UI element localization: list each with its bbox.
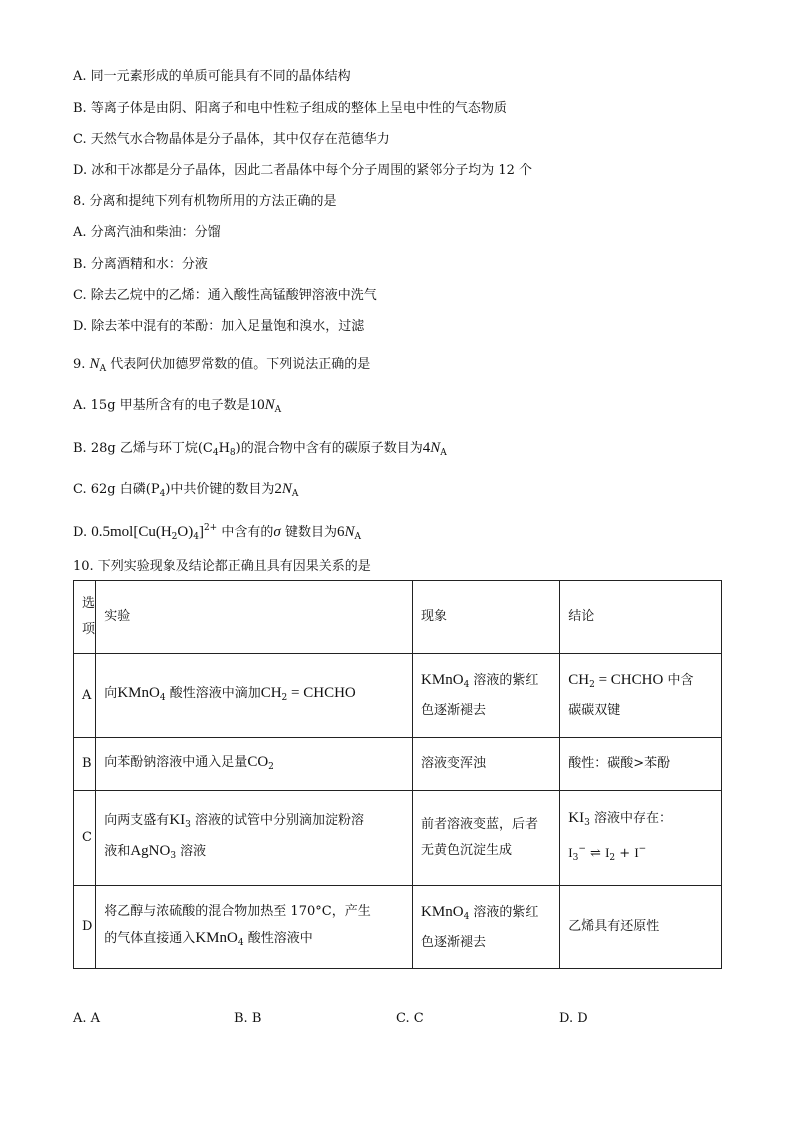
row-a-phe-2: 色逐渐褪去 <box>421 703 487 718</box>
table-row <box>74 654 722 738</box>
q9-c-sub: 4 <box>159 489 166 499</box>
row-b-experiment <box>96 738 413 791</box>
q9-c-text: C. 62g 白磷(P <box>73 482 160 497</box>
eq-i3: I <box>634 845 639 860</box>
q9-stem-text: 代表阿伏加德罗常数的值。下列说法正确的是 <box>110 357 371 372</box>
row-a-exp-sub2: 2 <box>281 693 288 703</box>
q9-d-coef: 6 <box>336 524 345 540</box>
row-a-con-rest: = CHCHO <box>594 672 664 688</box>
row-d-exp-3: 酸性溶液中 <box>243 930 313 946</box>
row-a-phenomenon <box>413 654 560 738</box>
header-option: 选项 <box>74 581 96 654</box>
q7-option-d: D. 冰和干冰都是分子晶体，因此二者晶体中每个分子周围的紧邻分子均为 12 个 <box>73 163 533 178</box>
row-c-experiment <box>96 791 413 886</box>
row-a-conclusion <box>560 654 722 738</box>
eq-plus: + <box>615 846 635 861</box>
row-d-exp-kmno: KMnO <box>195 929 238 946</box>
eq-i: I <box>568 845 573 860</box>
na-symbol: N <box>89 356 100 372</box>
answer-choice-d: D. D <box>559 1011 588 1026</box>
row-d-exp-sub4: 4 <box>237 937 244 948</box>
row-c-exp-2: 溶液的试管中分别滴加淀粉溶 <box>190 813 365 828</box>
row-a-experiment <box>96 654 413 738</box>
eq-sub2: 2 <box>609 853 616 863</box>
row-a-phe-sub4: 4 <box>463 680 470 690</box>
row-a-phe-1: 溶液的紫红 <box>469 673 539 688</box>
q9-d-o: O) <box>177 524 194 540</box>
row-d-conclusion: 乙烯具有还原性 <box>560 886 722 969</box>
q9-d-sub-4: 4 <box>193 532 199 542</box>
q8-option-a: A. 分离汽油和柴油：分馏 <box>73 225 221 240</box>
row-a-option: A <box>74 654 96 738</box>
q8-option-c: C. 除去乙烷中的乙烯：通入酸性高锰酸钾溶液中洗气 <box>73 288 377 303</box>
q8-option-b: B. 分离酒精和水：分液 <box>73 257 208 272</box>
row-c-exp-1: 向两支盛有 <box>104 813 170 828</box>
q9-d-label: D. <box>73 525 88 540</box>
experiment-table <box>73 580 722 969</box>
q9-b-coef: 4 <box>422 440 431 456</box>
row-c-con-ki: KI <box>568 810 585 826</box>
q9-d-sub-h: 2 <box>171 532 178 542</box>
row-c-exp-agno: AgNO <box>130 843 171 859</box>
q8-stem: 8. 分离和提纯下列有机物所用的方法正确的是 <box>73 194 337 209</box>
row-c-conclusion <box>560 791 722 886</box>
row-c-exp-sub3b: 3 <box>170 851 177 861</box>
q9-b-mid: H <box>218 441 230 456</box>
row-d-phe-1: 溶液的紫红 <box>469 904 539 920</box>
row-a-exp-1: 向 <box>104 686 118 701</box>
answer-choice-a: A. A <box>73 1011 101 1026</box>
row-a-exp-kmno: KMnO <box>117 685 160 701</box>
row-c-option: C <box>74 791 96 886</box>
q7-option-c: C. 天然气水合物晶体是分子晶体，其中仅存在范德华力 <box>73 132 390 147</box>
row-a-phe-kmno: KMnO <box>421 672 464 688</box>
table-header-row <box>74 581 722 654</box>
table-row <box>74 791 722 886</box>
q7-option-a: A. 同一元素形成的单质可能具有不同的晶体结构 <box>73 69 351 84</box>
row-c-con-1: 溶液中存在： <box>589 811 672 826</box>
table-row <box>74 738 722 791</box>
q9-a-text: A. 15g 甲基所含有的电子数是 <box>73 398 250 413</box>
row-c-phe-1: 前者溶液变蓝，后者 <box>421 817 539 832</box>
q9-b-na: N <box>430 440 441 456</box>
row-a-exp-rest: = CHCHO <box>287 685 356 701</box>
q9-b-na-sub: A <box>440 448 447 458</box>
row-b-option: B <box>74 738 96 791</box>
eq-sup: − <box>578 844 586 854</box>
q9-a-na: N <box>264 397 275 413</box>
q9-b-sub2: 8 <box>229 448 236 458</box>
row-c-exp-sub3: 3 <box>185 820 191 830</box>
row-b-exp-1: 向苯酚钠溶液中通入足量 <box>104 754 248 770</box>
answer-choice-c: C. C <box>396 1011 424 1026</box>
row-c-exp-ki: KI <box>169 812 186 828</box>
q9-c-na-sub: A <box>291 489 299 499</box>
row-d-option: D <box>74 886 96 969</box>
row-a-exp-2: 酸性溶液中滴加 <box>165 686 261 701</box>
row-a-exp-sub4: 4 <box>159 693 166 703</box>
row-d-phe-kmno: KMnO <box>421 903 464 920</box>
q9-option-d <box>73 520 361 545</box>
row-c-phenomenon <box>413 791 560 886</box>
q9-stem <box>73 356 370 377</box>
na-subscript: A <box>99 364 107 374</box>
q9-d-complex-open: [Cu(H <box>133 524 172 540</box>
table-row <box>74 886 722 969</box>
row-b-conclusion: 酸性：碳酸>苯酚 <box>560 738 722 791</box>
q9-a-na-sub: A <box>274 405 282 415</box>
q9-d-charge: 2+ <box>203 523 218 533</box>
row-d-phe-sub4: 4 <box>463 911 470 922</box>
equilibrium-arrow-icon: ⇌ <box>590 846 601 861</box>
row-b-exp-co: CO <box>247 753 269 770</box>
row-a-exp-ch: CH <box>260 685 282 701</box>
q9-option-a <box>73 397 281 418</box>
row-d-exp-1: 将乙醇与浓硫酸的混合物加热至 170°C，产生 <box>104 903 371 919</box>
row-c-exp-4: 溶液 <box>176 844 207 859</box>
q9-option-b <box>73 440 447 461</box>
q9-d-na: N <box>344 524 355 540</box>
row-c-phe-2: 无黄色沉淀生成 <box>421 843 513 858</box>
row-c-exp-3: 液和 <box>104 844 131 859</box>
answer-choice-b: B. B <box>234 1011 262 1026</box>
row-d-phenomenon <box>413 886 560 969</box>
q9-c-text2: )中共价键的数目为 <box>165 482 275 497</box>
q9-d-text2: 键数目为 <box>284 525 337 540</box>
q9-b-text: B. 28g 乙烯与环丁烷(C <box>73 441 213 456</box>
row-c-con-sub3: 3 <box>584 818 590 828</box>
q10-stem: 10. 下列实验现象及结论都正确且具有因果关系的是 <box>73 559 371 574</box>
q9-c-coef: 2 <box>274 481 282 497</box>
row-a-con-1: 中含 <box>663 673 694 688</box>
header-conclusion: 结论 <box>560 581 722 654</box>
q9-a-coef: 10 <box>249 397 265 413</box>
row-d-exp-2: 的气体直接通入 <box>104 930 196 946</box>
row-b-exp-sub2: 2 <box>268 761 274 772</box>
q9-number: 9. <box>73 357 86 372</box>
sigma-symbol: σ <box>273 524 281 540</box>
row-a-con-2: 碳碳双键 <box>568 703 621 718</box>
header-experiment: 实验 <box>96 581 413 654</box>
eq-sup2: − <box>638 844 647 854</box>
row-a-con-sub2: 2 <box>589 680 595 690</box>
q9-b-text2: )的混合物中含有的碳原子数目为 <box>235 441 423 456</box>
eq-i2: I <box>605 845 610 860</box>
q7-option-b: B. 等离子体是由阴、阳离子和电中性粒子组成的整体上呈电中性的气态物质 <box>73 101 507 116</box>
q9-option-c <box>73 481 298 502</box>
q9-d-text: 中含有的 <box>221 525 274 540</box>
q9-d-close: ] <box>198 524 204 540</box>
equilibrium-equation <box>568 836 713 871</box>
q9-c-na: N <box>281 481 292 497</box>
q9-d-na-sub: A <box>354 532 361 542</box>
row-a-con-ch: CH <box>568 672 590 688</box>
row-d-phe-2: 色逐渐褪去 <box>421 934 487 950</box>
header-phenomenon: 现象 <box>413 581 560 654</box>
q9-b-sub1: 4 <box>212 448 219 458</box>
q9-d-amount: 0.5mol <box>91 524 134 540</box>
row-b-phenomenon: 溶液变浑浊 <box>413 738 560 791</box>
eq-sub3: 3 <box>572 853 579 863</box>
q8-option-d: D. 除去苯中混有的苯酚：加入足量饱和溴水，过滤 <box>73 319 365 334</box>
row-d-experiment <box>96 886 413 969</box>
